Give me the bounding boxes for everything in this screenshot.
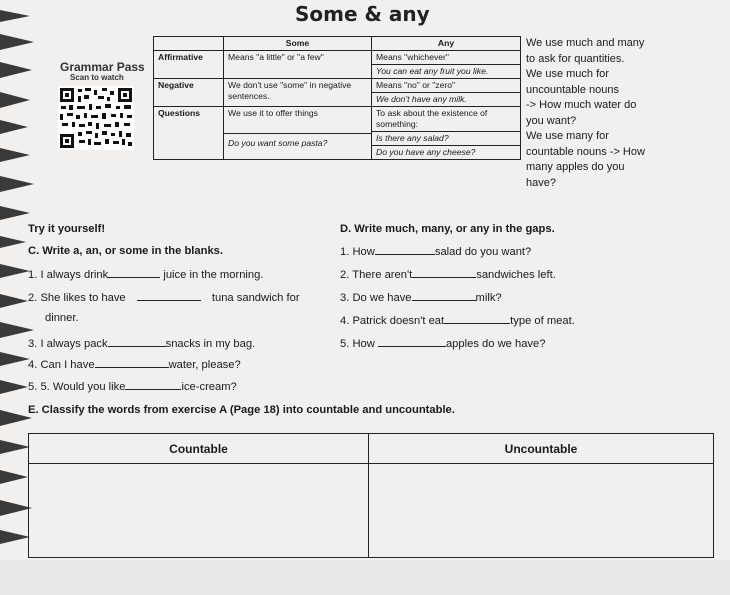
arrow-shape [0, 440, 30, 454]
cell-any-definition: To ask about the existence of something: [372, 107, 520, 132]
arrow-shape [0, 206, 30, 220]
grammar-table [153, 36, 521, 160]
arrow-shape [0, 380, 28, 394]
note-line: have? [526, 176, 556, 189]
note-line: countable nouns -> How [526, 145, 645, 158]
item-number: 4. [28, 359, 38, 371]
note-line: uncountable nouns [526, 83, 619, 96]
cell-some: Means "a little" or "a few" [224, 51, 372, 79]
uncountable-answer-cell[interactable] [369, 464, 714, 558]
classify-table [28, 433, 714, 558]
blank-input[interactable] [412, 268, 476, 278]
item-text-before: There aren't [352, 269, 413, 281]
item-text-after: juice in the morning. [163, 269, 264, 281]
item-number: 1. [28, 269, 38, 281]
cell-any-example: Do you have any cheese? [376, 147, 476, 157]
item-text-before: I always drink [40, 269, 109, 281]
note-line: to ask for quantities. [526, 52, 625, 65]
item-text-continued: dinner. [45, 312, 79, 324]
note-line: We use much for [526, 68, 609, 80]
cell-any-example: Is there any salad? [372, 132, 520, 146]
note-much-many [526, 36, 645, 191]
row-label: Questions [154, 107, 224, 160]
item-text-after: tuna sandwich for [211, 292, 300, 304]
table-header-row [154, 37, 521, 51]
try-heading: Try it yourself! [28, 223, 106, 235]
item-text-after: ice-cream? [181, 381, 237, 393]
item-text-before: I always pack [40, 338, 108, 350]
item-number: 4. [340, 315, 350, 327]
item-number: 5. [340, 338, 350, 350]
exercise-d-item [340, 245, 531, 258]
grammar-pass-subtitle: Scan to watch [70, 73, 124, 82]
arrow-shape [0, 264, 30, 278]
table-header-any: Any [372, 37, 521, 51]
arrow-shape [0, 470, 28, 484]
arrow-shape [0, 62, 32, 78]
cell-any-definition: Means "whichever" [372, 51, 520, 65]
blank-input[interactable] [137, 291, 201, 301]
blank-input[interactable] [375, 245, 435, 255]
qr-code-icon[interactable] [58, 86, 134, 150]
cell-any [372, 79, 521, 107]
item-text-after: milk? [475, 292, 502, 304]
row-label: Affirmative [154, 51, 224, 79]
blank-input[interactable] [125, 380, 181, 390]
note-line: -> How much water do [526, 99, 637, 111]
cell-any-example: You can eat any fruit you like. [376, 66, 489, 76]
column-header-countable: Countable [29, 434, 369, 464]
blank-input[interactable] [444, 314, 510, 324]
item-text-after: snacks in my bag. [165, 338, 256, 350]
arrow-shape [0, 10, 30, 22]
arrow-shape [0, 322, 34, 338]
cell-any-definition: Means "no" or "zero" [372, 79, 520, 93]
item-number: 3. [340, 292, 350, 304]
item-text-before: 5. Would you like [40, 381, 126, 393]
grammar-pass-title: Grammar Pass [60, 60, 145, 74]
exercise-d-item [340, 291, 502, 304]
cell-some-definition: We use it to offer things [224, 107, 371, 134]
exercise-d-item [340, 268, 556, 281]
blank-input[interactable] [108, 337, 166, 347]
exercise-d-item [340, 337, 545, 350]
exercise-d-item [340, 314, 575, 327]
blank-input[interactable] [108, 268, 160, 278]
blank-input[interactable] [412, 291, 476, 301]
cell-some-example: Do you want some pasta? [228, 138, 328, 148]
item-text-after: apples do we have? [445, 338, 546, 350]
classify-answer-row [29, 464, 714, 558]
exercise-c-item [28, 291, 300, 304]
table-row [154, 51, 521, 79]
exercise-d-heading: D. Write much, many, or any in the gaps. [340, 223, 555, 235]
arrow-shape [0, 92, 30, 108]
item-text-after: type of meat. [510, 315, 575, 327]
item-number: 3. [28, 338, 38, 350]
item-number: 2. [28, 292, 38, 304]
item-text-after: salad do you want? [434, 246, 532, 258]
item-number: 1. [340, 246, 350, 258]
arrow-shape [0, 294, 28, 308]
arrow-shape [0, 176, 34, 192]
item-text-after: sandwiches left. [476, 269, 556, 281]
page-bottom-margin [0, 560, 730, 595]
arrow-shape [0, 148, 30, 162]
exercise-c-item [28, 337, 255, 350]
cell-some [224, 107, 372, 160]
note-line: We use many for [526, 130, 609, 142]
item-text-after: water, please? [168, 359, 241, 371]
table-row [154, 107, 521, 160]
exercise-c-item [28, 358, 241, 371]
item-text-before: How [352, 246, 375, 258]
exercise-c-heading: C. Write a, an, or some in the blanks. [28, 245, 223, 257]
note-line: you want? [526, 114, 577, 127]
item-number: 2. [340, 269, 350, 281]
page-title: Some & any [295, 2, 430, 26]
arrow-shape [0, 352, 30, 366]
cell-any-example: We don't have any milk. [376, 94, 467, 104]
table-header-empty [154, 37, 224, 51]
blank-input[interactable] [95, 358, 169, 368]
item-text-before: Patrick doesn't eat [352, 315, 445, 327]
exercise-c-item [28, 380, 237, 393]
item-text-before: How [352, 338, 375, 350]
item-text-before: She likes to have [40, 292, 126, 304]
item-number: 5. [28, 381, 38, 393]
countable-answer-cell[interactable] [29, 464, 369, 558]
cell-any [372, 51, 521, 79]
arrow-shape [0, 34, 34, 50]
arrow-shape [0, 236, 26, 248]
cell-any [372, 107, 521, 160]
cell-some: We don't use "some" in negative sentences. [224, 79, 372, 107]
blank-input[interactable] [378, 337, 446, 347]
arrow-shape [0, 120, 28, 134]
row-label: Negative [154, 79, 224, 107]
table-row [154, 79, 521, 107]
note-line: We use much and many [526, 37, 645, 49]
arrow-shape [0, 530, 30, 544]
note-line: many apples do you [526, 161, 625, 173]
table-header-some: Some [224, 37, 372, 51]
exercise-c-item [28, 268, 263, 281]
column-header-uncountable: Uncountable [369, 434, 714, 464]
item-text-before: Do we have [352, 292, 412, 304]
exercise-e-heading: E. Classify the words from exercise A (Page 18) into countable and uncountable. [28, 404, 455, 416]
item-text-before: Can I have [40, 359, 95, 371]
classify-header-row [29, 434, 714, 464]
